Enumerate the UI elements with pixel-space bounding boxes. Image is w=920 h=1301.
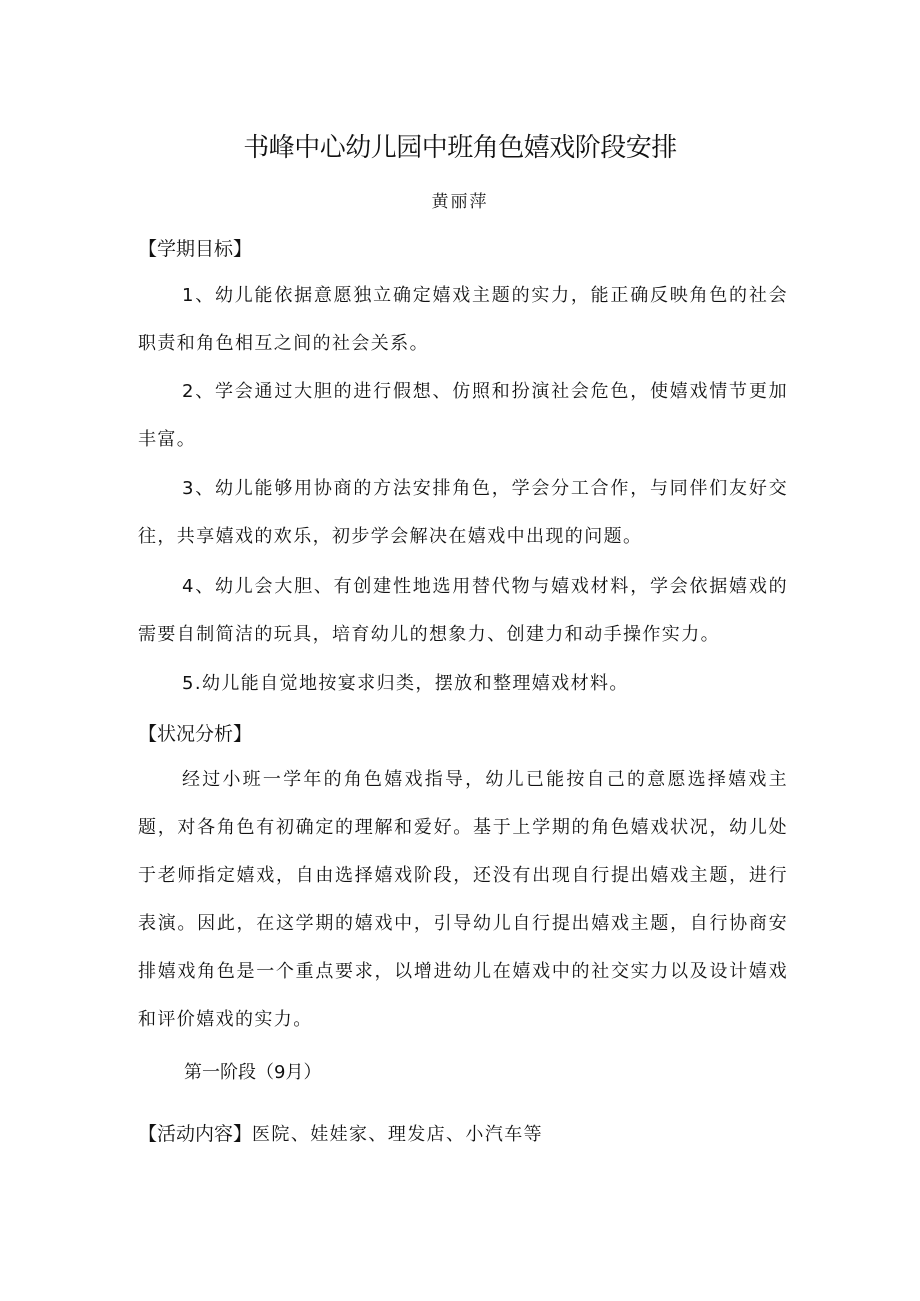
goal-item-text: 、幼儿会大胆、有创建性地选用替代物与嬉戏材料，学会依据嬉戏的需要自制简洁的玩具，培育幼儿的想象力、创建力和动手操作实力。: [138, 576, 788, 645]
goal-item-1: [138, 272, 788, 368]
goal-item-number: 4: [182, 576, 195, 597]
goal-item-number: 2: [182, 381, 195, 402]
document-title: 书峰中心幼儿园中班角色嬉戏阶段安排: [243, 133, 677, 163]
goal-item-4: [138, 563, 788, 659]
goal-item-text: 幼儿能自觉地按宴求归类，摆放和整理嬉戏材料。: [201, 673, 629, 694]
goal-item-text: 、学会通过大胆的进行假想、仿照和扮演社会危色，使嬉戏情节更加丰富。: [138, 381, 788, 450]
goal-item-text: 、幼儿能依据意愿独立确定嬉戏主题的实力，能正确反映角色的社会职责和角色相互之间的社会关系。: [138, 285, 788, 354]
goal-item-text: 、幼儿能够用协商的方法安排角色，学会分工合作，与同伴们友好交往，共享嬉戏的欢乐，初步学会解决在嬉戏中出现的问题。: [138, 478, 788, 547]
goal-item-2: [138, 368, 788, 464]
analysis-paragraph: 经过小班一学年的角色嬉戏指导，幼儿已能按自己的意愿选择嬉戏主题，对各角色有初确定的理解和爱好。基于上学期的角色嬉戏状况，幼儿处于老师指定嬉戏，自由选择嬉戏阶段，还没有出现自行提出嬉戏主题，进行表演。因此，在这学期的嬉戏中，引导幼儿自行提出嬉戏主题，自行协商安排嬉戏角色是一个重点要求，以增进幼儿在嬉戏中的社交实力以及设计嬉戏和评价嬉戏的实力。: [138, 769, 788, 1030]
document-author: 黄丽萍: [431, 192, 489, 212]
activity-line: [138, 1119, 543, 1146]
activity-label: 【活动内容】: [138, 1123, 253, 1145]
goals-heading: 【学期目标】: [138, 238, 253, 260]
stage-title: 第一阶段（9月）: [184, 1062, 322, 1083]
goal-item-5: [138, 660, 788, 708]
goal-item-number: 1: [182, 285, 195, 306]
goal-item-number: 3: [182, 478, 195, 499]
activity-content: 医院、娃娃家、理发店、小汽车等: [252, 1124, 544, 1145]
analysis-heading: 【状况分析】: [138, 723, 253, 745]
goal-item-3: [138, 465, 788, 561]
goal-item-number: 5.: [182, 673, 202, 694]
